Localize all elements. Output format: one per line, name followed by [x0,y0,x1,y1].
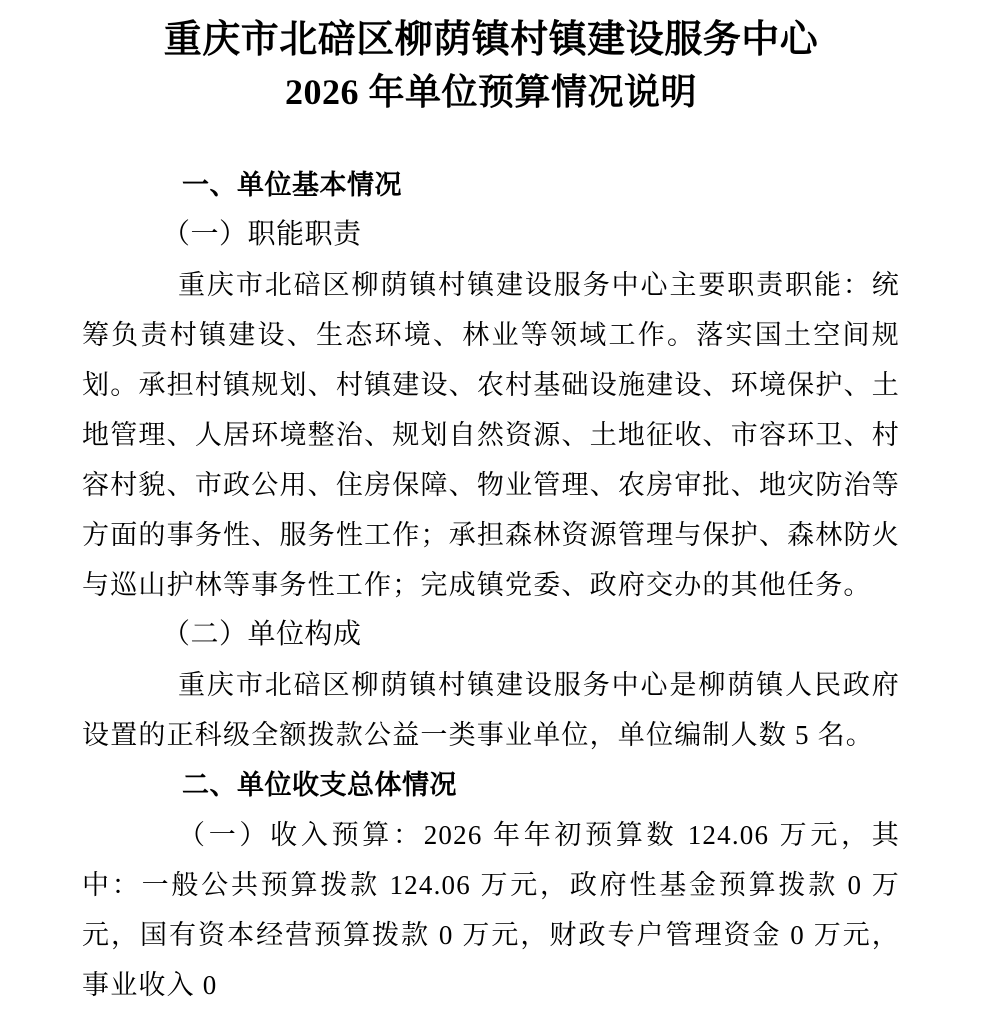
subheading-1-1-duties: （一）职能职责 [162,219,362,250]
document-title [82,14,900,118]
paragraph-income-budget: （一）收入预算：2026 年年初预算数 124.06 万元，其中：一般公共预算拨款 124.06 万元，政府性基金预算拨款 0 万元，国有资本经营预算拨款 0 万元，财政专户管理资金 0 万元，事业收入 0 [82,820,900,1000]
document-body [82,160,900,1010]
subheading-1-2-unit-composition: （二）单位构成 [162,619,362,650]
paragraph-unit-composition: 重庆市北碚区柳荫镇村镇建设服务中心是柳荫镇人民政府设置的正科级全额拨款公益一类事业单位，单位编制人数 5 名。 [82,670,900,750]
heading-section-2-revenue-expenditure-overview: 二、单位收支总体情况 [182,770,457,800]
heading-section-1-unit-basic-info: 一、单位基本情况 [182,170,402,200]
title-line-1: 重庆市北碚区柳荫镇村镇建设服务中心 [163,19,819,61]
title-line-2: 2026 年单位预算情况说明 [284,72,697,112]
paragraph-duties-description: 重庆市北碚区柳荫镇村镇建设服务中心主要职责职能：统筹负责村镇建设、生态环境、林业等领域工作。落实国土空间规划。承担村镇规划、村镇建设、农村基础设施建设、环境保护、土地管理、人居环境整治、规划自然资源、土地征收、市容环卫、村容村貌、市政公用、住房保障、物业管理、农房审批、地灾防治等方面的事务性、服务性工作；承担森林资源管理与保护、森林防火与巡山护林等事务性工作；完成镇党委、政府交办的其他任务。 [82,270,900,600]
